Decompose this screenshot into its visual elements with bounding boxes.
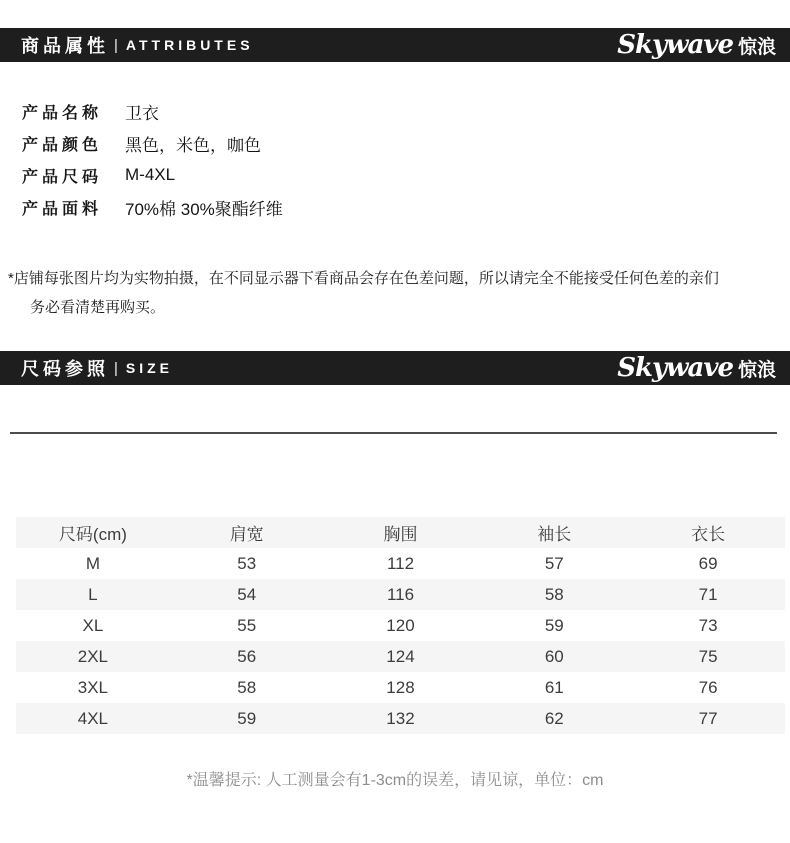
size-cell: 77	[698, 708, 718, 728]
size-table-header-row	[16, 517, 785, 548]
attribute-label: 产品面料	[22, 200, 103, 218]
size-cell: 124	[386, 646, 415, 666]
size-cell: 56	[237, 646, 257, 666]
size-table	[16, 517, 785, 734]
size-cell: L	[88, 584, 98, 604]
size-cell: XL	[82, 615, 104, 635]
size-cell: 132	[386, 708, 415, 728]
title-separator: |	[114, 36, 118, 54]
size-cell: 75	[698, 646, 718, 666]
header-cell-sleeve: 袖长	[537, 525, 572, 544]
brand-logo	[617, 29, 790, 60]
size-cell: 3XL	[77, 677, 109, 697]
size-cell: 120	[386, 615, 415, 635]
size-row-4xl	[16, 703, 785, 734]
size-row-3xl	[16, 672, 785, 703]
brand-logo	[617, 352, 790, 383]
header-cell-size: 尺码(cm)	[58, 525, 127, 544]
size-row-2xl	[16, 641, 785, 672]
size-cell: 55	[237, 615, 257, 635]
brand-logo-cjk: 惊浪	[737, 359, 776, 381]
size-cell: 112	[386, 553, 415, 573]
size-row-xl	[16, 610, 785, 641]
size-cell: 59	[544, 615, 564, 635]
header-cell-shoulder: 肩宽	[229, 525, 264, 544]
attribute-row-fabric	[22, 191, 283, 223]
header-cell-length: 衣长	[691, 525, 726, 544]
size-bar-titles	[0, 355, 173, 381]
attributes-list	[22, 95, 283, 223]
size-title-en: SIZE	[125, 360, 174, 376]
attribute-value: 黑色，米色，咖色	[125, 135, 261, 155]
attribute-value: 70%棉 30%聚酯纤维	[125, 199, 283, 219]
size-cell: 53	[237, 553, 257, 573]
size-title-cn: 尺码参照	[21, 359, 109, 379]
title-separator: |	[114, 359, 118, 377]
size-cell: 59	[237, 708, 257, 728]
attribute-value: M-4XL	[125, 165, 176, 184]
header-cell-bust: 胸围	[383, 525, 418, 544]
attributes-title-cn: 商品属性	[21, 36, 109, 56]
size-cell: 73	[698, 615, 718, 635]
size-cell: 76	[698, 677, 718, 697]
size-row-l	[16, 579, 785, 610]
size-cell: 2XL	[77, 646, 109, 666]
brand-logo-latin: Skywave	[617, 29, 733, 60]
attribute-label: 产品尺码	[22, 168, 103, 186]
size-cell: 71	[698, 584, 718, 604]
disclaimer-line-2: 务必看清楚再购买。	[30, 299, 166, 316]
size-cell: 4XL	[77, 708, 109, 728]
divider-line	[10, 432, 777, 434]
attribute-value: 卫衣	[125, 103, 159, 123]
attribute-row-name	[22, 95, 283, 127]
attribute-row-color	[22, 127, 283, 159]
size-cell: 58	[237, 677, 257, 697]
attributes-bar-titles	[0, 32, 254, 58]
size-cell: 58	[544, 584, 564, 604]
size-row-m	[16, 548, 785, 579]
attribute-row-size	[22, 159, 283, 191]
size-cell: 128	[386, 677, 415, 697]
disclaimer-line-1: *店铺每张图片均为实物拍摄，在不同显示器下看商品会存在色差问题，所以请完全不能接受任何色差的亲们	[8, 270, 719, 287]
attributes-section-bar	[0, 28, 790, 62]
size-cell: 69	[698, 553, 718, 573]
size-cell: 62	[544, 708, 564, 728]
size-cell: 61	[544, 677, 564, 697]
attribute-label: 产品名称	[22, 104, 103, 122]
attributes-title-en: ATTRIBUTES	[125, 37, 254, 53]
color-disclaimer	[8, 264, 784, 322]
brand-logo-latin: Skywave	[617, 352, 733, 383]
size-section-bar	[0, 351, 790, 385]
size-cell: 116	[386, 584, 415, 604]
attribute-label: 产品颜色	[22, 136, 103, 154]
size-cell: 60	[544, 646, 564, 666]
size-cell: 54	[237, 584, 257, 604]
size-cell: M	[85, 553, 100, 573]
brand-logo-cjk: 惊浪	[737, 36, 776, 58]
measurement-note: *温馨提示: 人工测量会有1-3cm的误差，请见谅，单位：cm	[186, 772, 604, 789]
size-cell: 57	[544, 553, 564, 573]
